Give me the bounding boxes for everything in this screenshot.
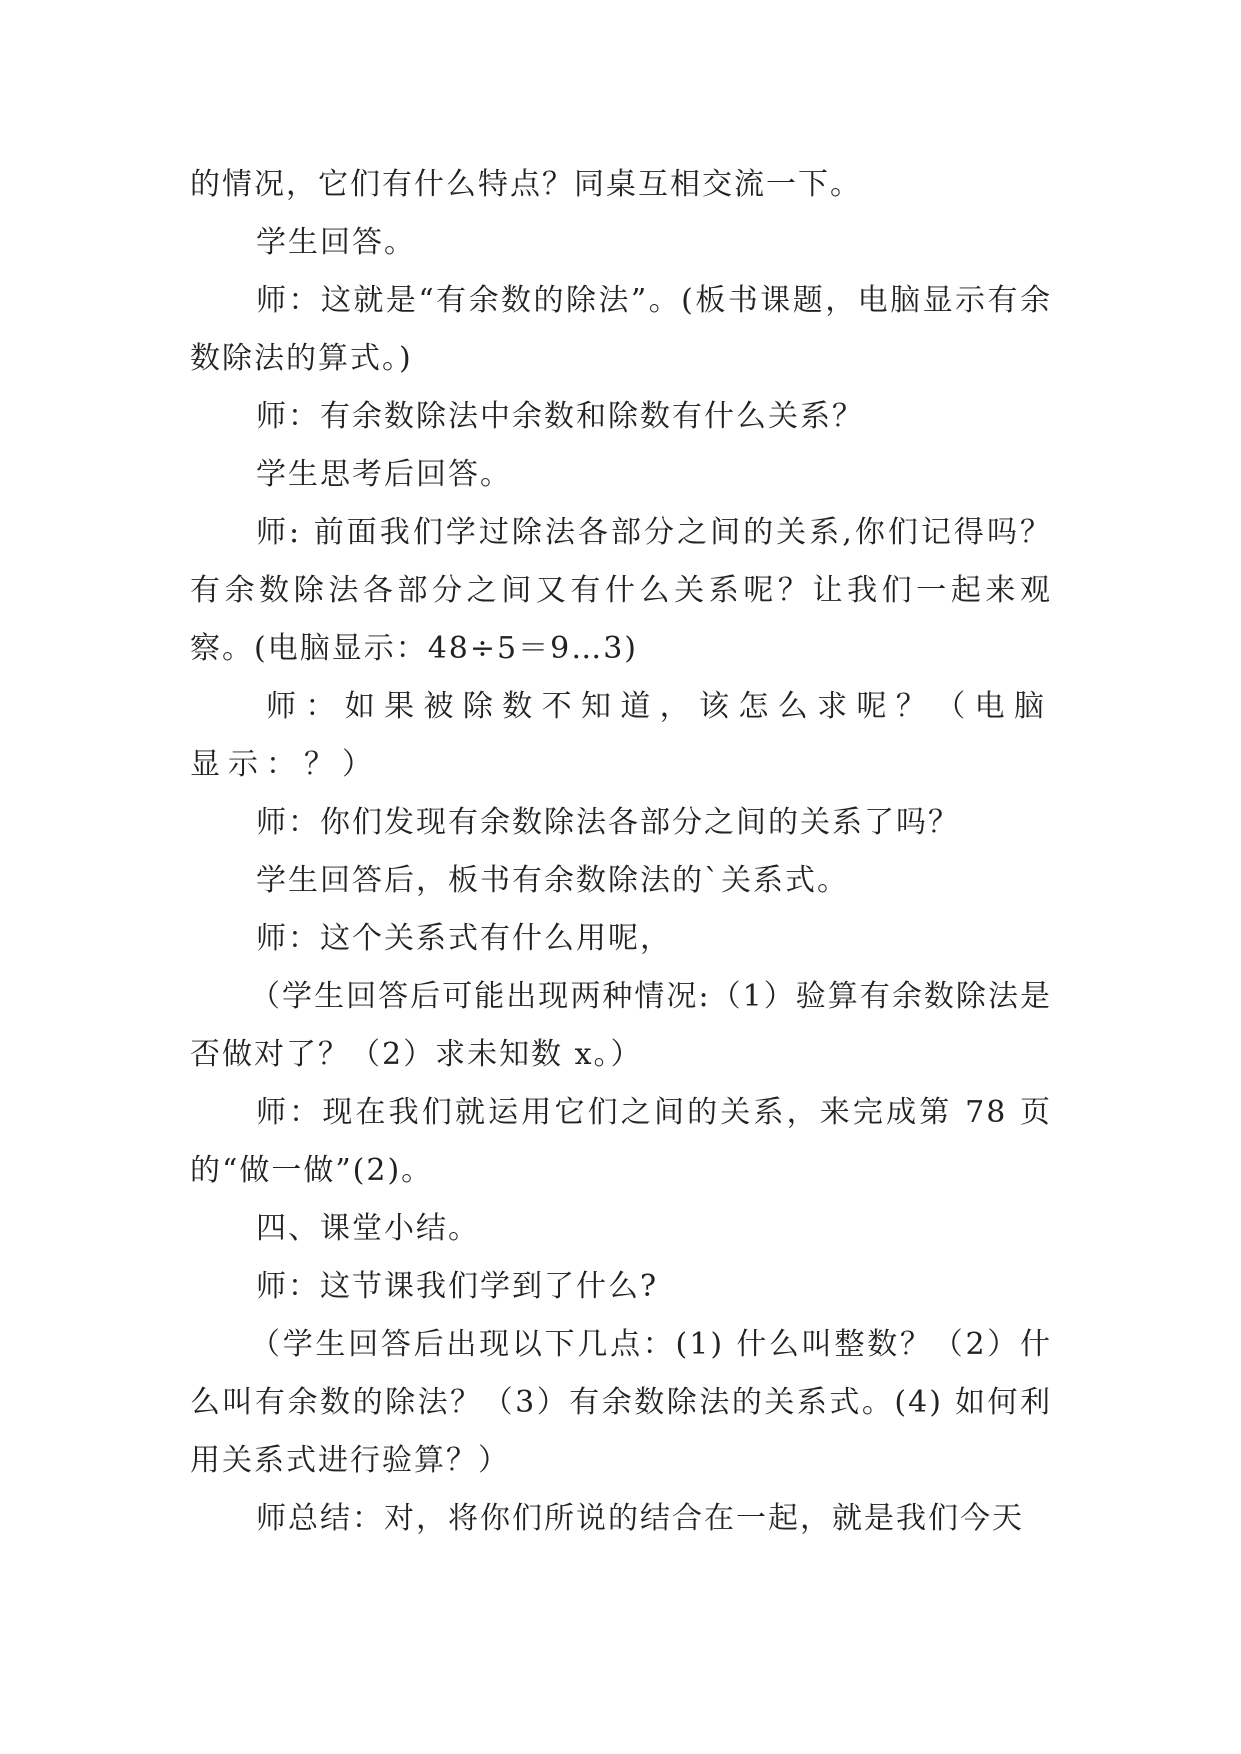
paragraph-11: （学生回答后可能出现两种情况:（1）验算有余数除法是否做对了？（2）求未知数 x。） <box>190 979 1052 1072</box>
paragraph-13: 四、课堂小结。 <box>256 1211 480 1246</box>
paragraph-14: 师：这节课我们学到了什么? <box>256 1269 659 1304</box>
paragraph-2: 学生回答。 <box>256 225 416 260</box>
paragraph-3: 师：这就是“有余数的除法”。(板书课题，电脑显示有余数除法的算式。) <box>190 283 1052 376</box>
paragraph-1: 的情况，它们有什么特点？同桌互相交流一下。 <box>190 167 862 202</box>
paragraph-8: 师：你们发现有余数除法各部分之间的关系了吗？ <box>256 805 960 840</box>
paragraph-6: 师: 前面我们学过除法各部分之间的关系,你们记得吗？有余数除法各部分之间又有什么关系呢？让我们一起来观察。(电脑显示：48÷5＝9…3) <box>190 515 1052 666</box>
paragraph-7: 师：如果被除数不知道，该怎么求呢？（电脑显示：？） <box>190 689 1052 782</box>
paragraph-16: 师总结：对，将你们所说的结合在一起，就是我们今天 <box>256 1501 1024 1536</box>
paragraph-4: 师：有余数除法中余数和除数有什么关系？ <box>256 399 864 434</box>
paragraph-5: 学生思考后回答。 <box>256 457 512 492</box>
paragraph-15: （学生回答后出现以下几点：(1) 什么叫整数？（2）什么叫有余数的除法？（3）有余数除法的关系式。(4) 如何利用关系式进行验算？） <box>190 1327 1052 1478</box>
paragraph-9: 学生回答后，板书有余数除法的`关系式。 <box>256 863 849 898</box>
document-body <box>190 156 1052 1548</box>
paragraph-10: 师：这个关系式有什么用呢， <box>256 921 672 956</box>
paragraph-12: 师：现在我们就运用它们之间的关系，来完成第 78 页的“做一做”(2)。 <box>190 1095 1052 1188</box>
